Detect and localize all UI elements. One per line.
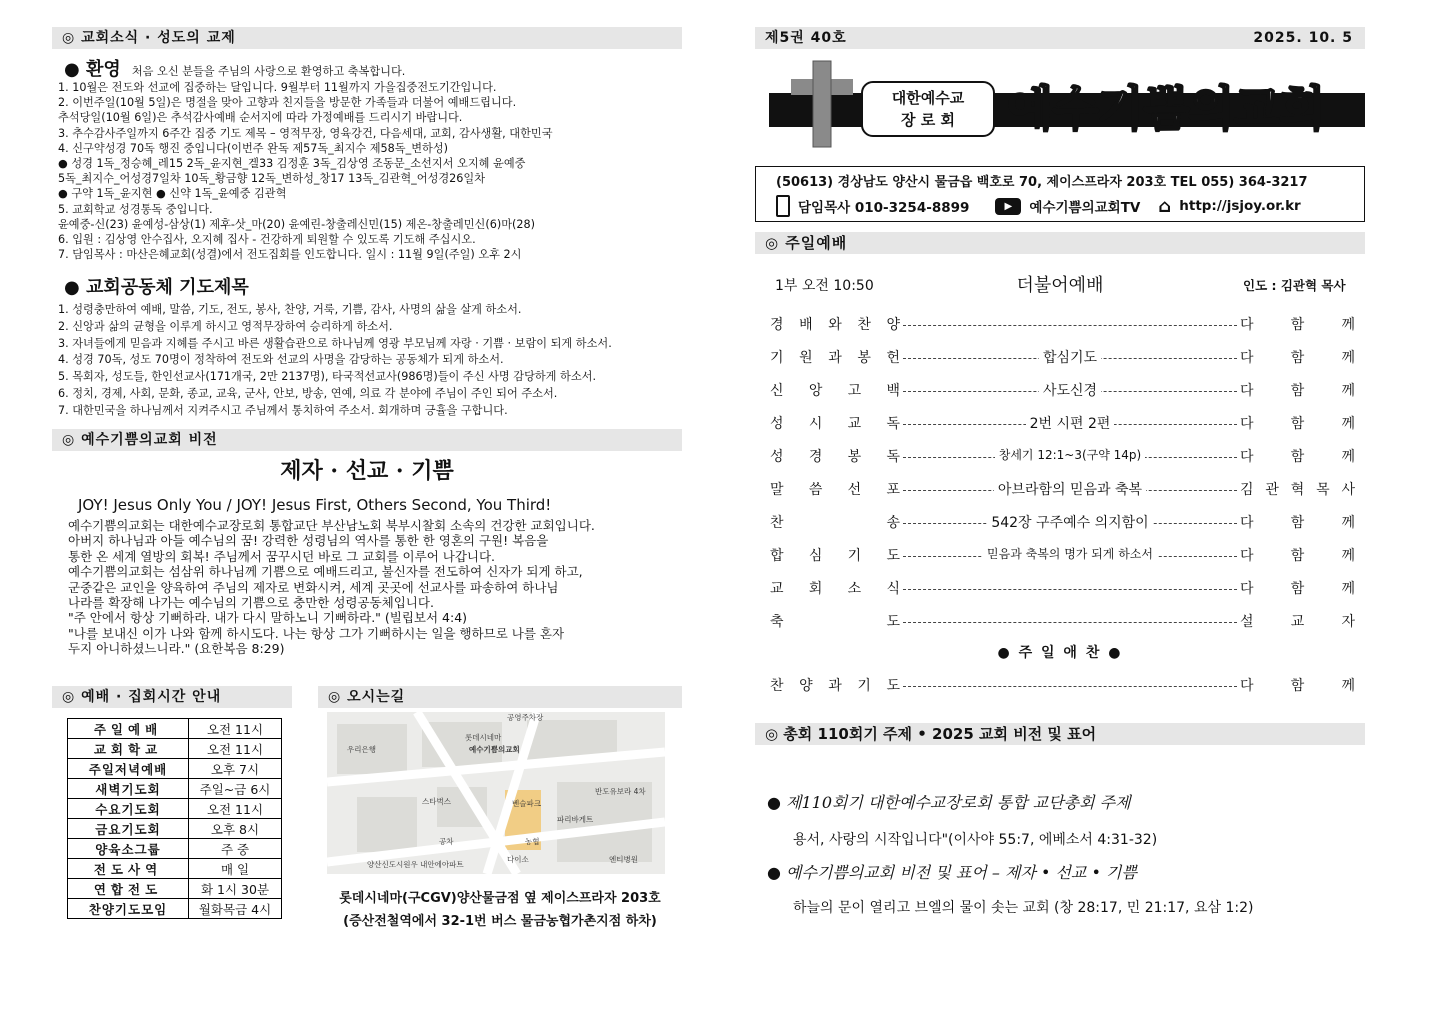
prayer-item: 3. 자녀들에게 믿음과 지혜를 주시고 바른 생활습관으로 하나님께 영광 부모님께 자랑 · 기쁨 · 보람이 되게 하소서. [58,336,612,350]
vision-line: 군중같은 교인을 양육하여 주님의 제자로 변화시켜, 세계 곳곳에 선교사를 파송하여 하나님 [68,579,559,595]
char: 배 [799,317,813,333]
theme1-sub: 용서, 사랑의 시작입니다"(이사야 55:7, 에베소서 4:31-32) [793,832,1158,848]
order-leader [1240,479,1355,499]
order-content [903,380,1237,400]
char: 독 [886,449,900,465]
order-row [770,611,1355,633]
char: 교 [1290,614,1305,630]
char: 양 [799,678,813,694]
char: 함 [1290,548,1305,564]
char: 께 [1341,449,1355,465]
praise-row [770,675,1355,697]
map-label-car: 공차 [439,837,454,846]
schedule-name: 주일저녁예배 [68,759,189,779]
order-row [770,479,1355,501]
phone-icon [776,195,790,217]
order-leader [1240,545,1355,565]
news-list [58,80,553,262]
vision-line: 나라를 확장해 나가는 예수님의 기쁨으로 충만한 성령공동체입니다. [68,595,434,611]
char: 식 [886,581,900,597]
char: 설 [1240,614,1254,630]
char: 경 [808,449,823,465]
schedule-table [67,718,282,919]
schedule-time: 오전 11시 [189,719,282,739]
praise-row-who [1240,675,1355,695]
order-row [770,446,1355,468]
order-leader [1240,578,1355,598]
news-item: 1. 10월은 전도와 선교에 집중하는 달입니다. 9월부터 11월까지 가을집중전도기간입니다. [58,81,497,94]
order-row [770,380,1355,402]
order-label [770,479,900,499]
service-lead: 인도 : 김관혁 목사 [1243,278,1346,293]
vision-line: 통한 온 세계 열방의 회복! 주님께서 꿈꾸시던 바로 그 교회를 이루어 나갑니다. [68,548,496,564]
char: 교 [847,416,862,432]
schedule-name: 양육소그룹 [68,839,189,859]
schedule-time: 월화목금 4시 [189,899,282,919]
schedule-row [68,779,282,799]
order-label [770,380,900,400]
char: 도 [886,614,900,630]
vision-line: 예수기쁨의교회는 대한예수교장로회 통합교단 부산남노회 북부시찰회 소속의 건강한 교회입니다. [68,518,595,533]
char: 다 [1240,449,1254,465]
prayer-item: 7. 대한민국을 하나님께서 지켜주시고 주님께서 통치하여 주소서. 회개하며 긍휼을 구합니다. [58,403,508,417]
vision-motto: 제자 · 선교 · 기쁨 [280,458,454,484]
prayer-item: 4. 성경 70독, 성도 70명이 정착하여 전도와 선교의 사명을 감당하는 공동체가 되게 하소서. [58,353,504,367]
char: 찬 [770,678,784,694]
char: 함 [1290,678,1305,694]
char: 성 [770,416,784,432]
order-content-text: 2번 시편 2편 [1026,416,1115,432]
char: 자 [1341,614,1355,630]
char: 심 [808,548,823,564]
service-name: 더불어예배 [1016,275,1104,296]
char: 도 [886,678,900,694]
schedule-table-wrap [67,718,282,919]
schedule-row [68,759,282,779]
theme-header: ◎ 총회 110회기 주제 • 2025 교회 비전 및 표어 [755,723,1365,745]
char: 기 [770,350,784,366]
order-leader [1240,314,1355,334]
order-content [903,512,1237,532]
news-item: 7. 담임목사 : 마산은혜교회(성결)에서 전도집회를 인도합니다. 일시 : 11월 9일(주일) 오후 2시 [58,248,522,262]
char: 다 [1240,383,1254,399]
news-item: 6. 입원 : 김상영 안수집사, 오지혜 집사 - 건강하게 퇴원할 수 있도록 기도해 주십시오. [58,233,476,247]
char: 다 [1240,317,1254,333]
vision-line: 두지 아니하셨느니라." (요한복음 8:29) [68,641,285,657]
char: 봉 [847,449,862,465]
praise-row-label [770,675,900,695]
schedule-name: 새벽기도회 [68,779,189,799]
website-link[interactable]: http://jsjoy.or.kr [1179,198,1301,214]
char: 께 [1341,383,1355,399]
order-label [770,545,900,565]
order-label [770,314,900,334]
map-label-bus: 반도유보라 4차 [595,787,646,796]
order-row [770,578,1355,600]
vision-line: "나를 보내신 이가 나와 함께 하시도다. 나는 항상 그가 기뻐하시는 일을 행하므로 나를 혼자 [68,625,565,641]
char: 합 [770,548,784,564]
char: 관 [1265,482,1279,498]
directions-line2: (증산전철역에서 32-1번 버스 물금농협가촌지점 하차) [343,914,657,929]
char: 께 [1341,416,1355,432]
theme2: ● 예수기쁨의교회 비전 및 표어 – 제자 • 선교 • 기쁨 [767,863,1137,882]
order-row [770,413,1355,435]
char: 함 [1290,515,1305,531]
denomination-line1: 대한예수교 [891,89,965,107]
char: 다 [1240,581,1254,597]
issue-number: 제5권 40호 [765,30,847,46]
news-item: 3. 추수감사주일까지 6주간 집중 기도 제목 – 영적무장, 영육강건, 다음세대, 교회, 감사생활, 대한민국 [58,126,553,140]
news-item: ● 구약 1독_윤지현 ● 신약 1독_윤예중 김관혁 [58,187,287,201]
order-leader [1240,512,1355,532]
char: 함 [1290,383,1305,399]
char: 선 [847,482,862,498]
vision-line: "주 안에서 항상 기뻐하라. 내가 다시 말하노니 기뻐하라." (빌립보서 4:4) [68,610,468,626]
map-label-daiso: 다이소 [507,855,529,864]
order-leader [1240,413,1355,433]
order-label [770,512,900,532]
schedule-time: 주일~금 6시 [189,779,282,799]
theme1: ● 제110회기 대한예수교장로회 통합 교단총회 주제 [767,793,1131,812]
vision-line: 아버지 하나님과 아들 예수님의 꿈! 강력한 성령님의 역사를 통한 한 영혼의 구원! 복음을 [68,533,549,549]
schedule-row [68,799,282,819]
news-item: 추석당일(10월 6일)은 추석감사예배 순서지에 따라 가정예배를 드리시기 바랍니다. [58,111,463,125]
char: 께 [1341,548,1355,564]
prayer-item: 2. 신앙과 삶의 균형을 이루게 하시고 영적무장하여 승리하게 하소서. [58,319,393,333]
tv-link[interactable]: 예수기쁨의교회TV [1029,200,1141,216]
order-leader [1240,347,1355,367]
order-row [770,314,1355,336]
map-label-parking: 공영주차장 [507,713,544,722]
char: 께 [1341,581,1355,597]
praise-row-dots [903,686,1237,687]
char: 께 [1341,515,1355,531]
prayer-title: ● 교회공동체 기도제목 [64,277,249,298]
order-content-text: 아브라함의 믿음과 축복 [994,482,1146,498]
location-map [327,712,665,874]
map-label-cafe: 벤슬파크 [512,799,541,808]
schedule-time: 오전 11시 [189,799,282,819]
char: 함 [1290,581,1305,597]
char: 교 [770,581,784,597]
char: 포 [886,482,900,498]
order-label [770,611,900,631]
char: 함 [1290,449,1305,465]
schedule-time: 화 1시 30분 [189,879,282,899]
char: 고 [847,383,862,399]
order-content-text: 합심기도 [1039,350,1101,366]
schedule-name: 전도사역 [68,859,189,879]
schedule-name: 찬양기도모임 [68,899,189,919]
order-leader [1240,380,1355,400]
map-label-paris: 파리바게트 [557,815,594,824]
schedule-row [68,839,282,859]
news-item: 4. 신구약성경 70독 행진 중입니다(이번주 완독 제57독_최지수 제58독_변하성) [58,141,448,155]
order-leader [1240,611,1355,631]
map-label-church: 예수기쁨의교회 [469,745,520,754]
news-header: ◎ 교회소식 · 성도의 교제 [52,27,682,49]
map-label-hospital: 엔티병원 [609,855,638,864]
char: 양 [886,317,900,333]
char: 와 [828,317,842,333]
char: 다 [1240,350,1254,366]
order-content-text: 사도신경 [1039,383,1101,399]
schedule-row [68,859,282,879]
char: 회 [808,581,823,597]
char: 축 [770,614,784,630]
schedule-row [68,819,282,839]
map-label-starbucks: 스타벅스 [422,797,451,806]
issue-bar [755,27,1365,49]
order-dots [903,622,1237,623]
welcome [64,55,405,81]
schedule-name: 주일예배 [68,719,189,739]
char: 봉 [857,350,871,366]
map-label-apt: 양산신도시원우 내안에아파트 [367,860,464,869]
char: 목 [1316,482,1330,498]
order-leader [1240,446,1355,466]
prayer-list [58,302,612,420]
schedule-time: 오후 7시 [189,759,282,779]
char: 혁 [1290,482,1305,498]
service-header: ◎ 주일예배 [755,232,1365,254]
char: 다 [1240,416,1254,432]
char: 함 [1290,416,1305,432]
schedule-name: 금요기도회 [68,819,189,839]
order-dots [903,589,1237,590]
schedule-time: 오전 11시 [189,739,282,759]
schedule-name: 연합전도 [68,879,189,899]
news-item: 5. 교회학교 성경통독 중입니다. [58,202,213,216]
schedule-row [68,719,282,739]
order-content-text: 창세기 12:1~3(구약 14p) [995,448,1145,462]
prayer-item: 1. 성령충만하여 예배, 말씀, 기도, 전도, 봉사, 찬양, 거룩, 기쁨, 감사, 사명의 삶을 살게 하소서. [58,303,522,316]
order-label [770,413,900,433]
order-row [770,347,1355,369]
welcome-title: ● 환영 [64,59,121,80]
order-label [770,578,900,598]
order-content [903,446,1237,463]
contact-box [755,166,1365,222]
service-time: 1부 오전 10:50 [775,278,874,294]
address: (50613) 경상남도 양산시 물금읍 백호로 70, 제이스프라자 203호 TEL 055) 364-3217 [776,175,1308,190]
char: 송 [886,515,900,531]
order-content [903,479,1237,499]
schedule-time: 오후 8시 [189,819,282,839]
schedule-name: 교회학교 [68,739,189,759]
cross-logo-icon [787,57,857,149]
char: 께 [1341,678,1355,694]
map-label-bank: 농협 [525,837,540,846]
news-item: 5독_최지수_어성경7일차 10독_황금향 12독_변하성_창17 13독_김관혁_어성경26일차 [58,172,486,186]
char: 께 [1341,317,1355,333]
schedule-time: 주 중 [189,839,282,859]
vision-header: ◎ 예수기쁨의교회 비전 [52,429,682,451]
char: 헌 [886,350,900,366]
char: 김 [1240,482,1254,498]
contact-line [776,195,1301,217]
char: 독 [886,416,900,432]
char: 함 [1290,350,1305,366]
issue-date: 2025. 10. 5 [1253,30,1353,46]
char: 께 [1341,350,1355,366]
vision-text [68,518,680,657]
order-row [770,512,1355,534]
char: 시 [808,416,823,432]
char: 원 [799,350,813,366]
char: 과 [828,350,842,366]
order-content [903,347,1237,367]
prayer-item: 6. 정치, 경제, 사회, 문화, 종교, 교육, 군사, 안보, 방송, 연예, 의료 각 분야에 주님이 주인 되어 주소서. [58,386,558,400]
schedule-time: 매 일 [189,859,282,879]
order-row [770,545,1355,567]
char: 신 [770,383,784,399]
youtube-icon: ▶ [995,198,1021,215]
schedule-row [68,739,282,759]
welcome-text: 처음 오신 분들을 주님의 사랑으로 환영하고 축복합니다. [131,65,406,78]
char: 앙 [808,383,823,399]
news-item: 윤예중-신(23) 윤예성-삼상(1) 제후-삿_마(20) 윤예린-창출레신민(15) 제온-창출레민신(6)마(28) [58,217,535,231]
char: 함 [1290,317,1305,333]
order-dots [903,325,1237,326]
vision-line: 예수기쁨의교회는 섬삼위 하나님께 기쁨으로 예배드리고, 불신자를 전도하여 신자가 되게 하고, [68,564,583,580]
masthead [769,57,1365,149]
schedule-row [68,899,282,919]
order-content-text: 믿음과 축복의 명가 되게 하소서 [983,547,1157,561]
char: 씀 [808,482,823,498]
denomination-box [861,81,995,137]
theme2-sub: 하늘의 문이 열리고 브엘의 물이 솟는 교회 (창 28:17, 민 21:17, 요삼 1:2) [793,900,1254,916]
order-content [903,545,1237,562]
directions-header: ◎ 오시는길 [318,686,682,708]
schedule-header: ◎ 예배 · 집회시간 안내 [52,686,292,708]
char: 찬 [857,317,871,333]
char: 말 [770,482,784,498]
denomination-line2: 장 로 회 [901,111,955,129]
church-name: 예수기쁨의교회 [1007,81,1325,137]
char: 다 [1240,515,1254,531]
pastor-phone: 담임목사 010-3254-8899 [798,200,970,216]
order-label [770,347,900,367]
praise-title: ● 주 일 애 찬 ● [997,645,1123,661]
joy-line: JOY! Jesus Only You / JOY! Jesus First, Others Second, You Third! [78,496,552,514]
char: 과 [828,678,842,694]
order-label [770,446,900,466]
char: 도 [886,548,900,564]
prayer-item: 5. 목회자, 성도들, 한인선교사(171개국, 2만 2137명), 타국적선교사(986명)들이 주신 사명 감당하게 하소서. [58,370,597,384]
news-item: 2. 이번주일(10월 5일)은 명절을 맞아 고향과 친지들을 방문한 가족들과 더불어 예배드립니다. [58,96,517,110]
home-icon: ⌂ [1158,195,1172,217]
char: 소 [847,581,862,597]
char: 찬 [770,515,784,531]
char: 다 [1240,678,1254,694]
schedule-row [68,879,282,899]
char: 성 [770,449,784,465]
schedule-name: 수요기도회 [68,799,189,819]
char: 경 [770,317,784,333]
directions-line1: 롯데시네마(구CGV)양산물금점 옆 제이스프라자 203호 [339,891,661,906]
char: 기 [857,678,871,694]
order-content-text: 542장 구주예수 의지함이 [987,515,1152,531]
news-item: ● 성경 1독_정승혜_레15 2독_윤지현_겔33 김정훈 3독_김상영 조동문_소선지서 오지혜 윤예중 [58,157,526,171]
order-content [903,413,1237,433]
map-label-cinema: 롯데시네마 [465,733,502,742]
map-label-bank-left: 우리은행 [347,745,376,754]
char: 백 [886,383,900,399]
char: 기 [847,548,862,564]
char: 다 [1240,548,1254,564]
char: 사 [1341,482,1355,498]
